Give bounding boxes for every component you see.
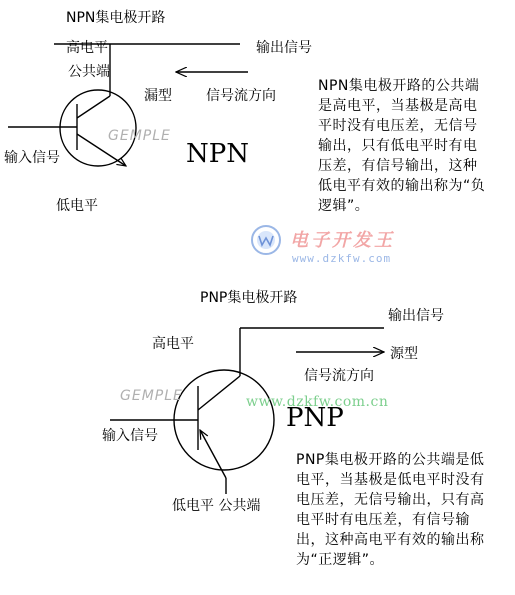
- npn-common-terminal-label: 公共端: [68, 64, 110, 80]
- pnp-source-type-label: 源型: [390, 346, 418, 362]
- pnp-high-level-label: 高电平: [152, 336, 194, 352]
- pnp-input-signal-label: 输入信号: [102, 428, 158, 444]
- gemple-watermark-1: GEMPLE: [108, 128, 171, 144]
- npn-low-level-label: 低电平: [56, 198, 98, 214]
- npn-input-signal-label: 输入信号: [4, 150, 60, 166]
- npn-signal-flow-label: 信号流方向: [206, 88, 276, 104]
- npn-description: NPN集电极开路的公共端是高电平，当基极是高电平时没有电压差，无信号输出，只有低电平时有电压差，有信号输出，这种低电平有效的输出称为“负逻辑”。: [318, 78, 486, 214]
- gemple-watermark-2: GEMPLE: [120, 388, 183, 404]
- npn-sink-type-label: 漏型: [144, 88, 172, 104]
- pnp-title: PNP集电极开路: [200, 290, 298, 306]
- site-url-watermark-2: www.dzkfw.com.cn: [246, 394, 389, 410]
- pnp-output-signal-label: 输出信号: [388, 308, 444, 324]
- pnp-collector-leg: [198, 376, 240, 410]
- pnp-symbol-label: PNP: [286, 403, 344, 433]
- npn-output-signal-label: 输出信号: [256, 40, 312, 56]
- npn-title: NPN集电极开路: [66, 10, 166, 26]
- pnp-signal-flow-label: 信号流方向: [304, 368, 374, 384]
- site-url-watermark: www.dzkfw.com: [292, 252, 392, 265]
- npn-high-level-label: 高电平: [66, 40, 108, 56]
- npn-symbol-label: NPN: [186, 139, 249, 169]
- pnp-description: PNP集电极开路的公共端是低电平，当基极是低电平时没有电压差，无信号输出，只有高电平时有电压差，有信号输出，这种高电平有效的输出称为“正逻辑”。: [296, 452, 485, 568]
- npn-collector-leg: [77, 96, 110, 118]
- pnp-emitter-leg: [200, 430, 226, 478]
- site-title-watermark: 电子开发王: [290, 230, 395, 251]
- pnp-low-level-common-label: 低电平 公共端: [172, 498, 261, 514]
- site-logo: [252, 226, 280, 254]
